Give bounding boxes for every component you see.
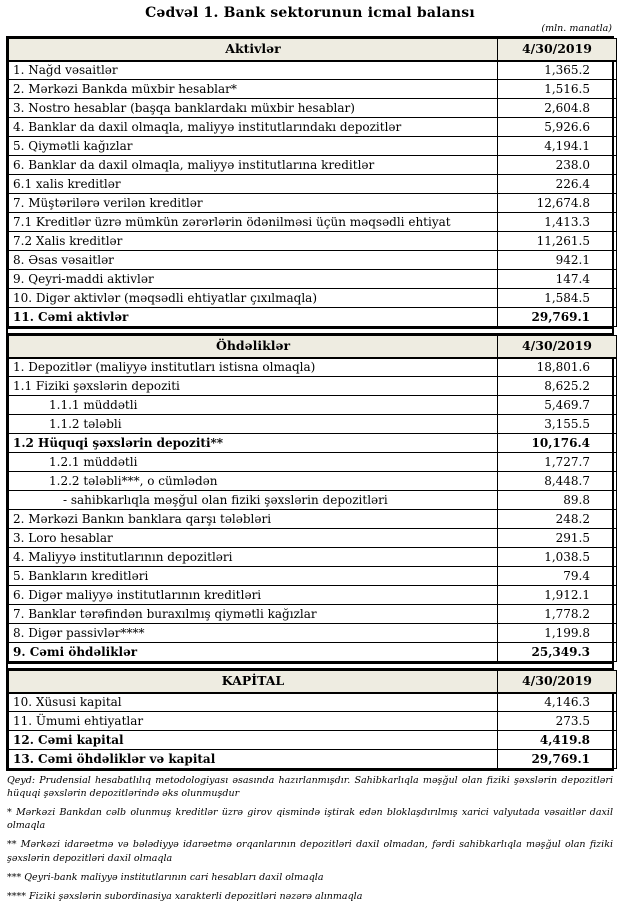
row-value: 10,176.4 [498,434,617,453]
row-label: 1. Nağd vəsaitlər [9,61,498,80]
row-value: 1,516.5 [498,80,617,99]
table-row [9,358,617,377]
table-row [9,624,617,643]
table-row [9,548,617,567]
row-label: 7. Müştərilərə verilən kreditlər [9,194,498,213]
row-label: 1. Depozitlər (maliyyə institutları istisna olmaqla) [9,358,498,377]
row-value: 2,604.8 [498,99,617,118]
row-value: 29,769.1 [498,308,617,327]
table-row [9,289,617,308]
section-header-row [9,336,617,358]
table-row [9,750,617,769]
row-value: 4,419.8 [498,731,617,750]
row-value: 942.1 [498,251,617,270]
row-label: 7.2 Xalis kreditlər [9,232,498,251]
table-row [9,567,617,586]
row-label: 5. Qiymətli kağızlar [9,137,498,156]
row-value: 226.4 [498,175,617,194]
table-row [9,605,617,624]
row-value: 4,194.1 [498,137,617,156]
row-label: 8. Digər passivlər**** [9,624,498,643]
section-table [8,670,617,769]
row-label: 1.2.1 müddətli [9,453,498,472]
section-spacer [8,662,612,670]
row-label: 7. Banklar tərəfindən buraxılmış qiymətli kağızlar [9,605,498,624]
row-label: 1.2.2 tələbli***, o cümlədən [9,472,498,491]
table-row [9,712,617,731]
section-header-row [9,39,617,61]
footnotes [7,774,613,903]
table-row [9,99,617,118]
row-label: 7.1 Kreditlər üzrə mümkün zərərlərin ödənilməsi üçün məqsədli ehtiyat [9,213,498,232]
table-row [9,529,617,548]
row-value: 11,261.5 [498,232,617,251]
row-value: 5,926.6 [498,118,617,137]
section-header: Aktivlər [9,39,498,61]
row-value: 248.2 [498,510,617,529]
row-label: 2. Mərkəzi Bankın banklara qarşı tələbləri [9,510,498,529]
row-value: 1,413.3 [498,213,617,232]
table-row [9,251,617,270]
row-label: 1.2 Hüquqi şəxslərin depoziti** [9,434,498,453]
section-table [8,335,617,662]
table-row [9,61,617,80]
table-row [9,586,617,605]
row-value: 79.4 [498,567,617,586]
row-label: 1.1.1 müddətli [9,396,498,415]
table-row [9,472,617,491]
row-value: 5,469.7 [498,396,617,415]
table-row [9,453,617,472]
date-header: 4/30/2019 [498,336,617,358]
table-row [9,415,617,434]
row-label: 5. Bankların kreditləri [9,567,498,586]
section-header: KAPİTAL [9,671,498,693]
page-title: Cədvəl 1. Bank sektorunun icmal balansı [145,5,475,21]
row-value: 273.5 [498,712,617,731]
table-row [9,194,617,213]
row-value: 89.8 [498,491,617,510]
footnote: Qeyd: Prudensial hesabatlılıq metodologiyası əsasında hazırlanmışdır. Sahibkarlıqla məşğul olan fiziki şəxslərin depozitləri hüquqi şəxslərin depozitlərində əks olunmuşdur [7,775,613,800]
row-value: 1,778.2 [498,605,617,624]
row-value: 18,801.6 [498,358,617,377]
table-row [9,377,617,396]
row-value: 8,448.7 [498,472,617,491]
table-row [9,175,617,194]
balance-table [6,36,614,771]
row-label: 6. Digər maliyyə institutlarının kreditləri [9,586,498,605]
row-label: 2. Mərkəzi Bankda müxbir hesablar* [9,80,498,99]
footnote: *** Qeyri-bank maliyyə institutlarının cari hesabları daxil olmaqla [7,871,324,883]
table-row [9,213,617,232]
unit-note: (mln. manatla) [541,23,612,34]
table-row [9,270,617,289]
table-row [9,510,617,529]
row-value: 147.4 [498,270,617,289]
row-label: 13. Cəmi öhdəliklər və kapital [9,750,498,769]
row-label: 1.1 Fiziki şəxslərin depoziti [9,377,498,396]
row-label: 8. Əsas vəsaitlər [9,251,498,270]
row-value: 8,625.2 [498,377,617,396]
row-label: 3. Nostro hesablar (başqa banklardakı müxbir hesablar) [9,99,498,118]
table-row [9,232,617,251]
footnote: * Mərkəzi Bankdan cəlb olunmuş kreditlər üzrə girov qismində iştirak edən bloklaşdırılmış xarici valyutada vəsaitlər daxil olmaqla [7,807,613,832]
row-label: 9. Cəmi öhdəliklər [9,643,498,662]
section-table [8,38,617,327]
row-value: 12,674.8 [498,194,617,213]
row-label: 6.1 xalis kreditlər [9,175,498,194]
table-row [9,396,617,415]
row-label: 10. Xüsusi kapital [9,693,498,712]
row-label: 12. Cəmi kapital [9,731,498,750]
row-value: 1,199.8 [498,624,617,643]
row-value: 4,146.3 [498,693,617,712]
section-header-row [9,671,617,693]
section-header: Öhdəliklər [9,336,498,358]
row-value: 25,349.3 [498,643,617,662]
row-label: 11. Ümumi ehtiyatlar [9,712,498,731]
row-label: - sahibkarlıqla məşğul olan fiziki şəxslərin depozitləri [9,491,498,510]
table-row [9,434,617,453]
table-row [9,156,617,175]
footnote: ** Mərkəzi idarəetmə və bələdiyyə idarəetmə orqanlarının depozitləri daxil olmadan, fərdi sahibkarlıqla məşğul olan fiziki şəxslərin depozitləri daxil olmaqla [7,839,613,864]
row-label: 11. Cəmi aktivlər [9,308,498,327]
footnote: **** Fiziki şəxslərin subordinasiya xarakterli depozitləri nəzərə alınmaqla [7,890,363,902]
table-row [9,731,617,750]
row-value: 1,727.7 [498,453,617,472]
row-label: 9. Qeyri-maddi aktivlər [9,270,498,289]
row-value: 1,912.1 [498,586,617,605]
row-label: 1.1.2 tələbli [9,415,498,434]
table-row [9,693,617,712]
row-value: 1,365.2 [498,61,617,80]
row-value: 291.5 [498,529,617,548]
date-header: 4/30/2019 [498,39,617,61]
date-header: 4/30/2019 [498,671,617,693]
table-row [9,308,617,327]
row-value: 3,155.5 [498,415,617,434]
row-value: 238.0 [498,156,617,175]
row-label: 10. Digər aktivlər (məqsədli ehtiyatlar çıxılmaqla) [9,289,498,308]
row-value: 1,038.5 [498,548,617,567]
table-row [9,80,617,99]
table-row [9,643,617,662]
section-spacer [8,327,612,335]
row-label: 6. Banklar da daxil olmaqla, maliyyə institutlarına kreditlər [9,156,498,175]
row-label: 3. Loro hesablar [9,529,498,548]
table-row [9,118,617,137]
row-label: 4. Maliyyə institutlarının depozitləri [9,548,498,567]
row-value: 1,584.5 [498,289,617,308]
row-label: 4. Banklar da daxil olmaqla, maliyyə institutlarındakı depozitlər [9,118,498,137]
table-row [9,491,617,510]
row-value: 29,769.1 [498,750,617,769]
table-row [9,137,617,156]
